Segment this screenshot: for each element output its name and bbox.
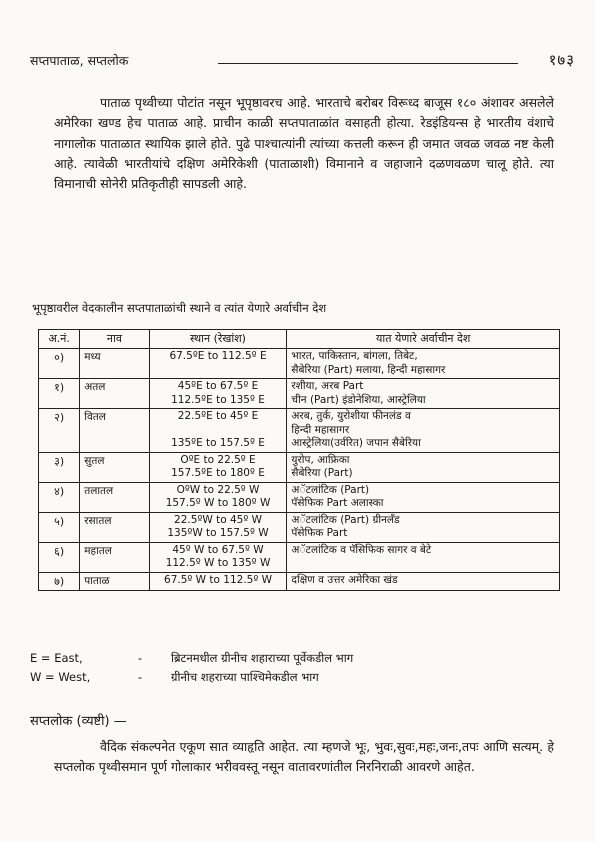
countries-line: युरोप, आफ्रिका bbox=[291, 453, 350, 466]
legend-east bbox=[30, 651, 550, 667]
row-number: ६) bbox=[39, 542, 80, 572]
row-countries bbox=[287, 482, 560, 512]
longitude-line: 112.5º W to 135º W bbox=[165, 557, 271, 569]
legend-dash: - bbox=[138, 651, 143, 665]
row-name: वितल bbox=[80, 409, 149, 453]
countries-line: अॅटलांटिक (Part) ग्रीनलॅंड bbox=[291, 513, 400, 526]
row-number: ४) bbox=[39, 482, 80, 512]
countries-line: आस्ट्रेलिया(उर्वरित) जपान सैबेरिया bbox=[291, 437, 421, 449]
row-longitude bbox=[149, 349, 287, 379]
column-header-name: नाव bbox=[80, 330, 149, 349]
longitude-line: 22.5ºE to 45º E bbox=[177, 410, 259, 422]
table-row bbox=[39, 379, 560, 409]
legend-description: ब्रिटनमधील ग्रीनीच शहाराच्या पूर्वेकडील भाग bbox=[171, 651, 354, 665]
longitude-line: 135ºE to 157.5º E bbox=[171, 436, 265, 449]
row-longitude bbox=[149, 542, 287, 572]
row-countries bbox=[287, 379, 560, 409]
row-longitude bbox=[149, 512, 287, 542]
table-row bbox=[39, 409, 560, 453]
countries-line: हिन्दी महासागर bbox=[291, 423, 350, 436]
legend-west bbox=[30, 670, 550, 686]
countries-line: चीन (Part) इंडोनेशिया, आस्ट्रेलिया bbox=[291, 393, 426, 406]
longitude-line: 45ºE to 67.5º E bbox=[177, 380, 259, 392]
column-header-countries: यात येणारे अर्वाचीन देश bbox=[287, 330, 560, 349]
table-row bbox=[39, 482, 560, 512]
section-heading: सप्तलोक (व्यष्टी) — bbox=[30, 714, 127, 729]
legend-dash: - bbox=[138, 670, 143, 684]
countries-line: भारत, पाकिस्तान, बांगला, तिबेट, bbox=[291, 350, 418, 362]
row-countries bbox=[287, 512, 560, 542]
countries-line: दक्षिण व उत्तर अमेरिका खंड bbox=[291, 573, 398, 586]
row-longitude bbox=[149, 409, 287, 453]
row-name: तलातल bbox=[80, 482, 149, 512]
row-longitude bbox=[149, 379, 287, 409]
table-row bbox=[39, 512, 560, 542]
legend-key: E = East, bbox=[30, 651, 83, 665]
row-countries bbox=[287, 542, 560, 572]
row-longitude bbox=[149, 572, 287, 590]
row-number: २) bbox=[39, 409, 80, 453]
countries-line: पॅसेफिक Part अलास्का bbox=[291, 497, 384, 509]
legend-description: ग्रीनीच शहराच्या पाश्चिमेकडील भाग bbox=[171, 670, 319, 684]
row-countries bbox=[287, 572, 560, 590]
countries-line: सैबेरिया (Part) मलाया, हिन्दी महासागर bbox=[291, 363, 446, 376]
row-longitude bbox=[149, 452, 287, 482]
longitude-line: OºW to 22.5º W bbox=[176, 483, 260, 496]
longitude-line: OºE to 22.5º E bbox=[180, 453, 256, 466]
column-header-longitude: स्थान (रेखांश) bbox=[149, 330, 287, 349]
row-name: सुतल bbox=[80, 452, 149, 482]
legend-key: W = West, bbox=[30, 670, 91, 684]
saptalok-paragraph: वैदिक संकल्पनेत एकूण सात व्याहृति आहेत. त्या म्हणजे भूः, भुवः,सुवः,महः,जनः,तपः आणि सत्यम्. हे सप्तलोक पृथ्वीसमान पूर्ण गोलाकार भरीववस्तू नसून वातावरणांतील निरनिराळी आवरणे आहेत. bbox=[54, 739, 554, 775]
longitude-line: 45º W to 67.5º W bbox=[172, 543, 264, 556]
table-row bbox=[39, 572, 560, 590]
longitude-line: 135ºW to 157.5º W bbox=[167, 527, 269, 539]
countries-line: रशीया, अरब Part bbox=[291, 380, 364, 392]
intro-paragraph: पाताळ पृथ्वीच्या पोटांत नसून भूपृष्ठावरच आहे. भारताचे बरोबर विरूध्द बाजूस १८० अंशावर असलेले अमेरिका खण्ड हेच पाताळ आहे. प्राचीन काळी सप्तपाताळांत वसाहती होत्या. रेडइंडियन्स हे भारतीय वंशाचे नागालोक पाताळात स्थायिक झाले होते. पुढे पाश्चात्यांनी त्यांच्या कत्तली करून ही जमात जवळ जवळ नष्ट केली आहे. त्यावेळी भारतीयांचे दक्षिण अमेरिकेशी (पाताळाशी) विमानाने व जहाजाने दळणवळण चालू होते. त्या विमानाची सोनेरी प्रतिकृतीही सापडली आहे. bbox=[54, 95, 554, 192]
longitude-line: 22.5ºW to 45º W bbox=[174, 513, 262, 526]
row-countries bbox=[287, 409, 560, 453]
longitude-line: 157.5ºE to 180º E bbox=[171, 467, 265, 479]
page-number: १७३ bbox=[548, 51, 575, 69]
row-number: ०) bbox=[39, 349, 80, 379]
row-countries bbox=[287, 452, 560, 482]
running-header bbox=[30, 50, 575, 72]
countries-line: पॅसेफिक Part bbox=[291, 527, 348, 539]
row-name: मध्य bbox=[80, 349, 149, 379]
chapter-title: सप्तपाताळ, सप्तलोक bbox=[30, 53, 129, 68]
longitude-line: 112.5ºE to 135º E bbox=[171, 393, 265, 406]
longitude-line: 157.5º W to 180º W bbox=[165, 497, 271, 509]
header-rule bbox=[218, 63, 518, 64]
row-name: अतल bbox=[80, 379, 149, 409]
row-number: ७) bbox=[39, 572, 80, 590]
column-header-number: अ.नं. bbox=[39, 330, 80, 349]
row-countries bbox=[287, 349, 560, 379]
longitude-line: 67.5º W to 112.5º W bbox=[164, 573, 273, 586]
table-row bbox=[39, 452, 560, 482]
countries-line: अरब, तुर्क, युरोशीया फीनलंड व bbox=[291, 410, 411, 422]
table-row bbox=[39, 542, 560, 572]
patal-table bbox=[38, 329, 560, 591]
row-number: ३) bbox=[39, 452, 80, 482]
row-number: १) bbox=[39, 379, 80, 409]
row-longitude bbox=[149, 482, 287, 512]
table-row bbox=[39, 349, 560, 379]
table-header-row bbox=[39, 330, 560, 349]
row-name: महातल bbox=[80, 542, 149, 572]
row-number: ५) bbox=[39, 512, 80, 542]
longitude-line: 67.5ºE to 112.5º E bbox=[169, 350, 267, 362]
table-caption: भूपृष्ठावरील वेदकालीन सप्तपाताळांची स्थाने व त्यांत येणारे अर्वाचीन देश bbox=[32, 301, 327, 315]
countries-line: अॅटलांटिक (Part) bbox=[291, 483, 370, 496]
countries-line: अॅटलांटिक व पॅसिफिक सागर व बेटे bbox=[291, 543, 432, 556]
longitude-spacer bbox=[154, 424, 283, 437]
countries-line: सैबेरिया (Part) bbox=[291, 467, 353, 479]
row-name: पाताळ bbox=[80, 572, 149, 590]
row-name: रसातल bbox=[80, 512, 149, 542]
